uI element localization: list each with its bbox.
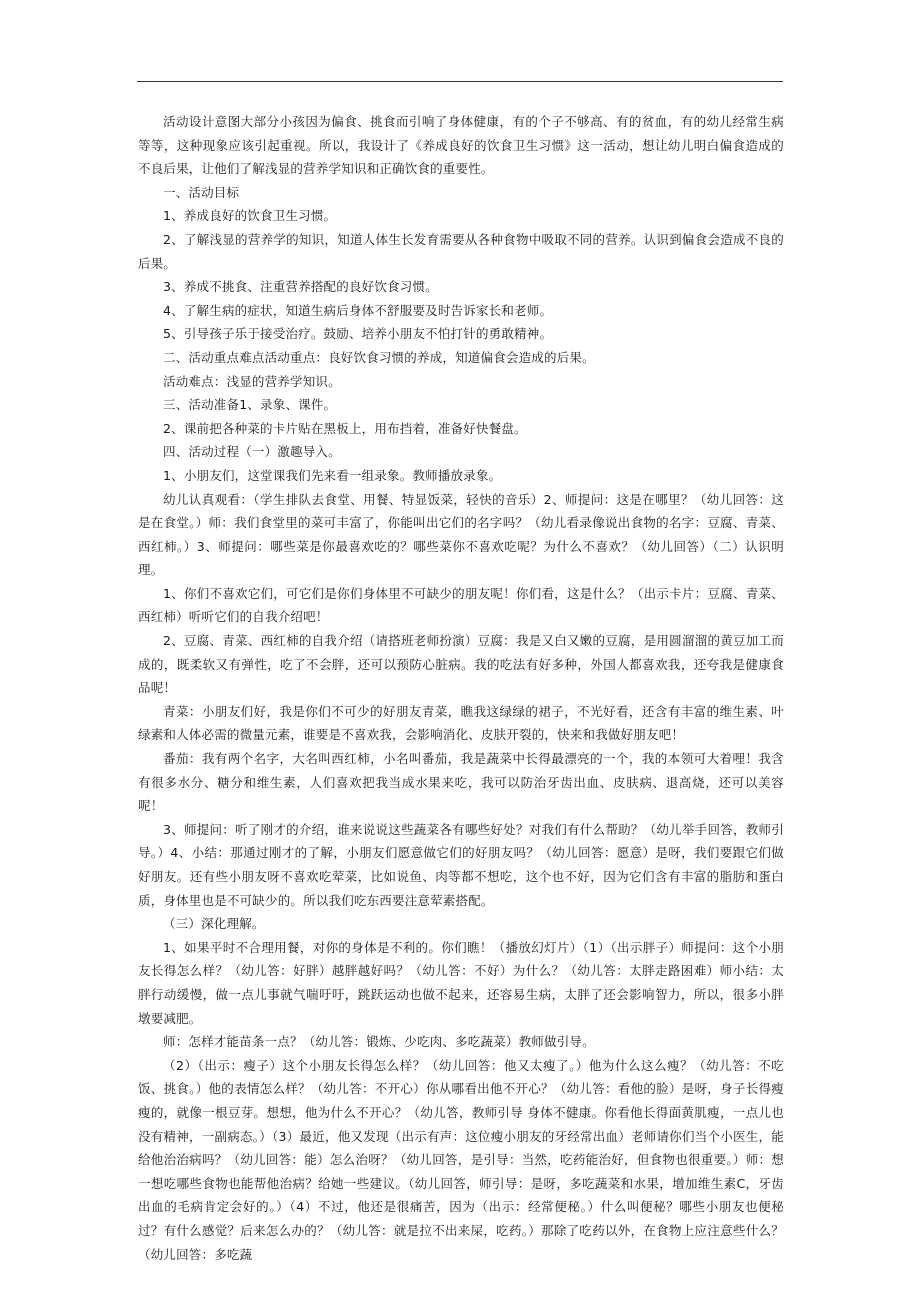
paragraph: （2）（出示：瘦子）这个小朋友长得怎么样？（幼儿回答：他又太瘦了。）他为什么这么瘦？（幼儿答：不吃饭、挑食。）他的表情怎么样？（幼儿答：不开心）你从哪看出他不开心？（幼儿答：看他的脸）是呀，身子长得瘦瘦的，就像一根豆芽。想想，他为什么不开心？（幼儿答，教师引导 身体不健康。你看他长得面黄肌瘦，一点儿也没有精神，一副病态。）（3）最近，他又发现（出示有声：这位瘦小朋友的牙经常出血）老师请你们当个小医生，能给他治治病吗？（幼儿回答：能）怎么治呀？（幼儿回答，是引导：当然，吃药能治好，但食物也很重要。）师：想一想吃哪些食物也能帮他治病？给她一些建议。（幼儿回答，师引导：是呀，多吃蔬菜和水果，增加维生素C，牙齿出血的毛病肯定会好的。）（4）不过，他还是很痛苦，因为（出示：经常便秘。）什么叫便秘？哪些小朋友也便秘过？有什么感觉？后来怎么办的？（幼儿答：就是拉不出来屎，吃药。）那除了吃药以外，在食物上应注意些什么？（幼儿回答：多吃蔬 (138, 1057, 784, 1262)
paragraph: 2、课前把各种菜的卡片贴在黑板上，用布挡着，准备好快餐盘。 (163, 420, 527, 436)
paragraph: 1、小朋友们，这堂课我们先来看一组录象。教师播放录象。 (163, 467, 502, 483)
paragraph: 1、你们不喜欢它们，可它们是你们身体里不可缺少的朋友呢！你们看，这是什么？（出示卡片：豆腐、青菜、西红柿）听听它们的自我介绍吧！ (138, 585, 784, 625)
paragraph: 4、了解生病的症状，知道生病后身体不舒服要及时告诉家长和老师。 (163, 302, 553, 318)
document-body (138, 110, 784, 1266)
paragraph: 1、养成良好的饮食卫生习惯。 (163, 208, 337, 224)
paragraph: 活动难点：浅显的营养学知识。 (163, 373, 341, 389)
paragraph: 2、了解浅显的营养学的知识，知道人体生长发育需要从各种食物中吸取不同的营养。认识到偏食会造成不良的后果。 (138, 231, 784, 271)
paragraph: 番茄：我有两个名字，大名叫西红柿，小名叫番茄，我是蔬菜中长得最漂亮的一个，我的本领可大着哩！我含有很多水分、糖分和维生素，人们喜欢把我当成水果来吃，我可以防治牙齿出血、皮肤病、退高烧，还可以美容呢！ (138, 751, 784, 814)
paragraph: 3、师提问：听了刚才的介绍，谁来说说这些蔬菜各有哪些好处？对我们有什么帮助？（幼儿举手回答，教师引导。）4、小结：那通过刚才的了解，小朋友们愿意做它们的好朋友吗？（幼儿回答：愿意）是呀，我们要跟它们做好朋友。还有些小朋友呀不喜欢吃荤菜，比如说鱼、肉等都不想吃，这个也不好，因为它们含有丰富的脂肪和蛋白质，身体里也是不可缺少的。所以我们吃东西要注意荤素搭配。 (138, 821, 784, 908)
paragraph: 一、活动目标 (163, 184, 240, 200)
paragraph: 活动设计意图大部分小孩因为偏食、挑食而引响了身体健康，有的个子不够高、有的贫血，有的幼儿经常生病等等，这种现象应该引起重视。所以，我设计了《养成良好的饮食卫生习惯》这一活动，想让幼儿明白偏食造成的不良后果，让他们了解浅显的营养学知识和正确饮食的重要性。 (138, 114, 784, 177)
paragraph: 1、如果平时不合理用餐，对你的身体是不利的。你们瞧！（播放幻灯片）（1）（出示胖子）师提问：这个小朋友长得怎么样？（幼儿答：好胖）越胖越好吗？（幼儿答：不好）为什么？（幼儿答：太胖走路困难）师小结：太胖行动缓慢，做一点儿事就气喘吁吁，跳跃运动也做不起来，还容易生病，太胖了还会影响智力，所以，很多小胖墩要减肥。 (138, 939, 784, 1026)
paragraph: 5、引导孩子乐于接受治疗。鼓励、培养小朋友不怕打针的勇敢精神。 (163, 326, 553, 342)
paragraph: （三）深化理解。 (163, 916, 265, 932)
header-rule (137, 81, 783, 82)
paragraph: 三、活动准备1、录象、课件。 (163, 397, 337, 413)
paragraph: 二、活动重点难点活动重点：良好饮食习惯的养成，知道偏食会造成的后果。 (163, 349, 595, 365)
paragraph: 师：怎样才能苗条一点？（幼儿答：锻炼、少吃肉、多吃蔬菜）教师做引导。 (163, 1034, 595, 1050)
paragraph: 四、活动过程（一）激趣导入。 (163, 444, 341, 460)
paragraph: 3、养成不挑食、注重营养搭配的良好饮食习惯。 (163, 279, 438, 295)
paragraph: 青菜：小朋友们好，我是你们不可少的好朋友青菜，瞧我这绿绿的裙子，不光好看，还含有丰富的维生素、叶绿素和人体必需的微量元素，谁要是不喜欢我，会影响消化、皮肤开裂的，快来和我做好朋友吧！ (138, 703, 784, 743)
paragraph: 幼儿认真观看：（学生排队去食堂、用餐、特显饭菜，轻快的音乐）2、师提问：这是在哪里？（幼儿回答：这是在食堂。）师：我们食堂里的菜可丰富了，你能叫出它们的名字吗？（幼儿看录像说出食物的名字：豆腐、青菜、西红柿。）3、师提问：哪些菜是你最喜欢吃的？哪些菜你不喜欢吃呢？为什么不喜欢？（幼儿回答）（二）认识明理。 (138, 491, 784, 578)
paragraph: 2、豆腐、青菜、西红柿的自我介绍（请搭班老师扮演）豆腐：我是又白又嫩的豆腐，是用圆溜溜的黄豆加工而成的，既柔软又有弹性，吃了不会胖，还可以预防心脏病。我的吃法有好多种，外国人都喜欢我，还夸我是健康食品呢！ (138, 633, 784, 696)
